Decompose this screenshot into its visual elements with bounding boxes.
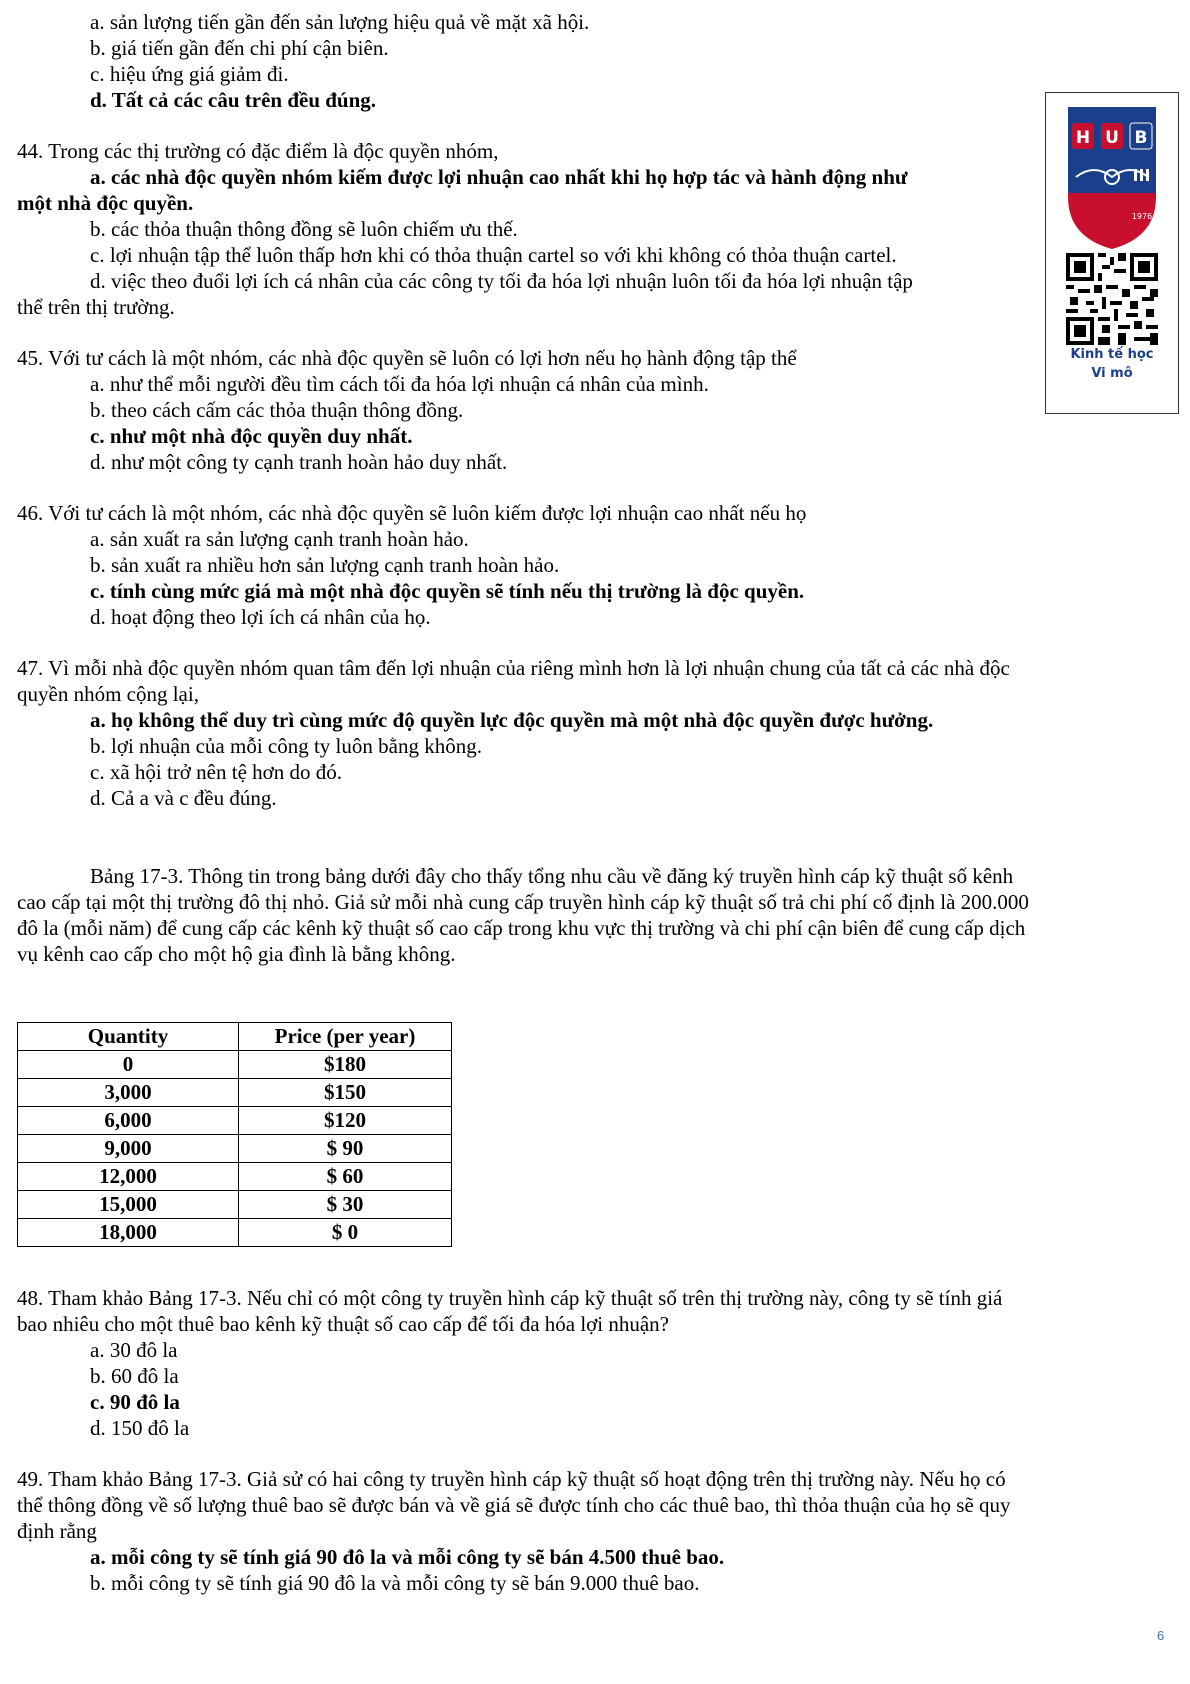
q45-option-b: b. theo cách cấm các thỏa thuận thông đồng. — [90, 398, 464, 422]
q44-option-d-cont: thể trên thị trường. — [17, 295, 175, 319]
table-intro-line-2: cao cấp tại một thị trường đô thị nhỏ. Giả sử mỗi nhà cung cấp truyền hình cáp kỹ thuật số trả chi phí cố định là 200.000 — [17, 890, 1029, 914]
q48-stem-cont: bao nhiêu cho một thuê bao kênh kỹ thuật số cao cấp để tối đa hóa lợi nhuận? — [17, 1312, 670, 1336]
q44-stem: 44. Trong các thị trường có đặc điểm là độc quyền nhóm, — [17, 139, 499, 163]
q47-option-a: a. họ không thể duy trì cùng mức độ quyền lực độc quyền mà một nhà độc quyền được hưởng. — [90, 708, 934, 732]
q46-option-b: b. sản xuất ra nhiều hơn sản lượng cạnh tranh hoàn hảo. — [90, 553, 560, 577]
q49-stem-cont-1: thể thông đồng về số lượng thuê bao sẽ được bán và về giá sẽ được tính cho các thuê bao, thì thỏa thuận của họ sẽ quy — [17, 1493, 1011, 1517]
q47-option-d: d. Cả a và c đều đúng. — [90, 786, 277, 810]
q46-option-a: a. sản xuất ra sản lượng cạnh tranh hoàn hảo. — [90, 527, 469, 551]
q48-option-a: a. 30 đô la — [90, 1338, 178, 1362]
logo-letter-b: B — [1134, 128, 1148, 148]
column-header-quantity: Quantity — [18, 1023, 239, 1051]
q46-stem: 46. Với tư cách là một nhóm, các nhà độc quyền sẽ luôn kiếm được lợi nhuận cao nhất nếu họ — [17, 501, 807, 525]
q44-option-a-cont: một nhà độc quyền. — [17, 191, 194, 215]
price-cell: $120 — [239, 1107, 452, 1135]
q46-option-c: c. tính cùng mức giá mà một nhà độc quyền sẽ tính nếu thị trường là độc quyền. — [90, 579, 805, 603]
q49-stem: 49. Tham khảo Bảng 17-3. Giả sử có hai công ty truyền hình cáp kỹ thuật số hoạt động trên thị trường này. Nếu họ có — [17, 1467, 1006, 1491]
table-row — [18, 1107, 452, 1135]
q49-option-a: a. mỗi công ty sẽ tính giá 90 đô la và mỗi công ty sẽ bán 4.500 thuê bao. — [90, 1545, 725, 1569]
logo-year: 1976 — [1131, 212, 1153, 221]
quantity-cell: 6,000 — [18, 1107, 239, 1135]
quantity-cell: 0 — [18, 1051, 239, 1079]
hub-logo-panel — [1045, 92, 1179, 414]
table-row — [18, 1079, 452, 1107]
table-row — [18, 1051, 452, 1079]
table-row — [18, 1191, 452, 1219]
price-cell: $150 — [239, 1079, 452, 1107]
intro-option-b: b. giá tiến gần đến chi phí cận biên. — [90, 36, 389, 60]
hub-shield-logo — [1046, 97, 1178, 257]
quantity-cell: 3,000 — [18, 1079, 239, 1107]
q44-option-b: b. các thỏa thuận thông đồng sẽ luôn chiếm ưu thế. — [90, 217, 518, 241]
intro-option-d: d. Tất cả các câu trên đều đúng. — [90, 88, 377, 112]
page-number: 6 — [1157, 1628, 1165, 1643]
table-intro-line-1: Bảng 17-3. Thông tin trong bảng dưới đây cho thấy tổng nhu cầu về đăng ký truyền hình cáp kỹ thuật số kênh — [90, 864, 1014, 888]
demand-table — [17, 1022, 452, 1247]
qr-code-icon — [1066, 253, 1158, 345]
q47-stem: 47. Vì mỗi nhà độc quyền nhóm quan tâm đến lợi nhuận của riêng mình hơn là lợi nhuận chung của tất cả các nhà độc — [17, 656, 1010, 680]
q45-option-d: d. như một công ty cạnh tranh hoàn hảo duy nhất. — [90, 450, 508, 474]
q44-option-c: c. lợi nhuận tập thể luôn thấp hơn khi có thỏa thuận cartel so với khi không có thỏa thuận cartel. — [90, 243, 897, 267]
q46-option-d: d. hoạt động theo lợi ích cá nhân của họ. — [90, 605, 431, 629]
q48-stem: 48. Tham khảo Bảng 17-3. Nếu chỉ có một công ty truyền hình cáp kỹ thuật số trên thị trường này, công ty sẽ tính giá — [17, 1286, 1003, 1310]
table-intro-line-4: vụ kênh cao cấp cho một hộ gia đình là bằng không. — [17, 942, 456, 966]
quantity-cell: 18,000 — [18, 1219, 239, 1247]
table-row — [18, 1163, 452, 1191]
q47-option-b: b. lợi nhuận của mỗi công ty luôn bằng không. — [90, 734, 482, 758]
q45-option-a: a. như thể mỗi người đều tìm cách tối đa hóa lợi nhuận cá nhân của mình. — [90, 372, 709, 396]
logo-letter-u: U — [1105, 128, 1119, 148]
q44-option-d: d. việc theo đuổi lợi ích cá nhân của các công ty tối đa hóa lợi nhuận luôn tối đa hóa lợi nhuận tập — [90, 269, 913, 293]
price-cell: $ 0 — [239, 1219, 452, 1247]
q48-option-d: d. 150 đô la — [90, 1416, 190, 1440]
q44-option-a: a. các nhà độc quyền nhóm kiếm được lợi nhuận cao nhất khi họ hợp tác và hành động như — [90, 165, 908, 189]
q49-option-b: b. mỗi công ty sẽ tính giá 90 đô la và mỗi công ty sẽ bán 9.000 thuê bao. — [90, 1571, 700, 1595]
logo-letter-h: H — [1075, 128, 1091, 148]
column-header-price: Price (per year) — [239, 1023, 452, 1051]
q49-stem-cont-2: định rằng — [17, 1519, 97, 1543]
logo-caption-line-1: Kinh tế học — [1070, 347, 1154, 362]
intro-option-a: a. sản lượng tiến gần đến sản lượng hiệu quả về mặt xã hội. — [90, 10, 590, 34]
q45-option-c: c. như một nhà độc quyền duy nhất. — [90, 424, 413, 448]
table-row — [18, 1135, 452, 1163]
q48-option-b: b. 60 đô la — [90, 1364, 179, 1388]
table-intro-line-3: đô la (mỗi năm) để cung cấp các kênh kỹ thuật số cao cấp trong khu vực thị trường và chi phí cận biên để cung cấp dịch — [17, 916, 1026, 940]
q47-option-c: c. xã hội trở nên tệ hơn do đó. — [90, 760, 342, 784]
table-row — [18, 1219, 452, 1247]
price-cell: $180 — [239, 1051, 452, 1079]
price-cell: $ 30 — [239, 1191, 452, 1219]
quantity-cell: 15,000 — [18, 1191, 239, 1219]
price-cell: $ 90 — [239, 1135, 452, 1163]
logo-caption-line-2: Vi mô — [1091, 366, 1133, 381]
quantity-cell: 12,000 — [18, 1163, 239, 1191]
intro-option-c: c. hiệu ứng giá giảm đi. — [90, 62, 289, 86]
quantity-cell: 9,000 — [18, 1135, 239, 1163]
table-header-row — [18, 1023, 452, 1051]
price-cell: $ 60 — [239, 1163, 452, 1191]
q47-stem-cont: quyền nhóm cộng lại, — [17, 682, 199, 706]
q45-stem: 45. Với tư cách là một nhóm, các nhà độc quyền sẽ luôn có lợi hơn nếu họ hành động tập thể — [17, 346, 797, 370]
q48-option-c: c. 90 đô la — [90, 1390, 180, 1414]
